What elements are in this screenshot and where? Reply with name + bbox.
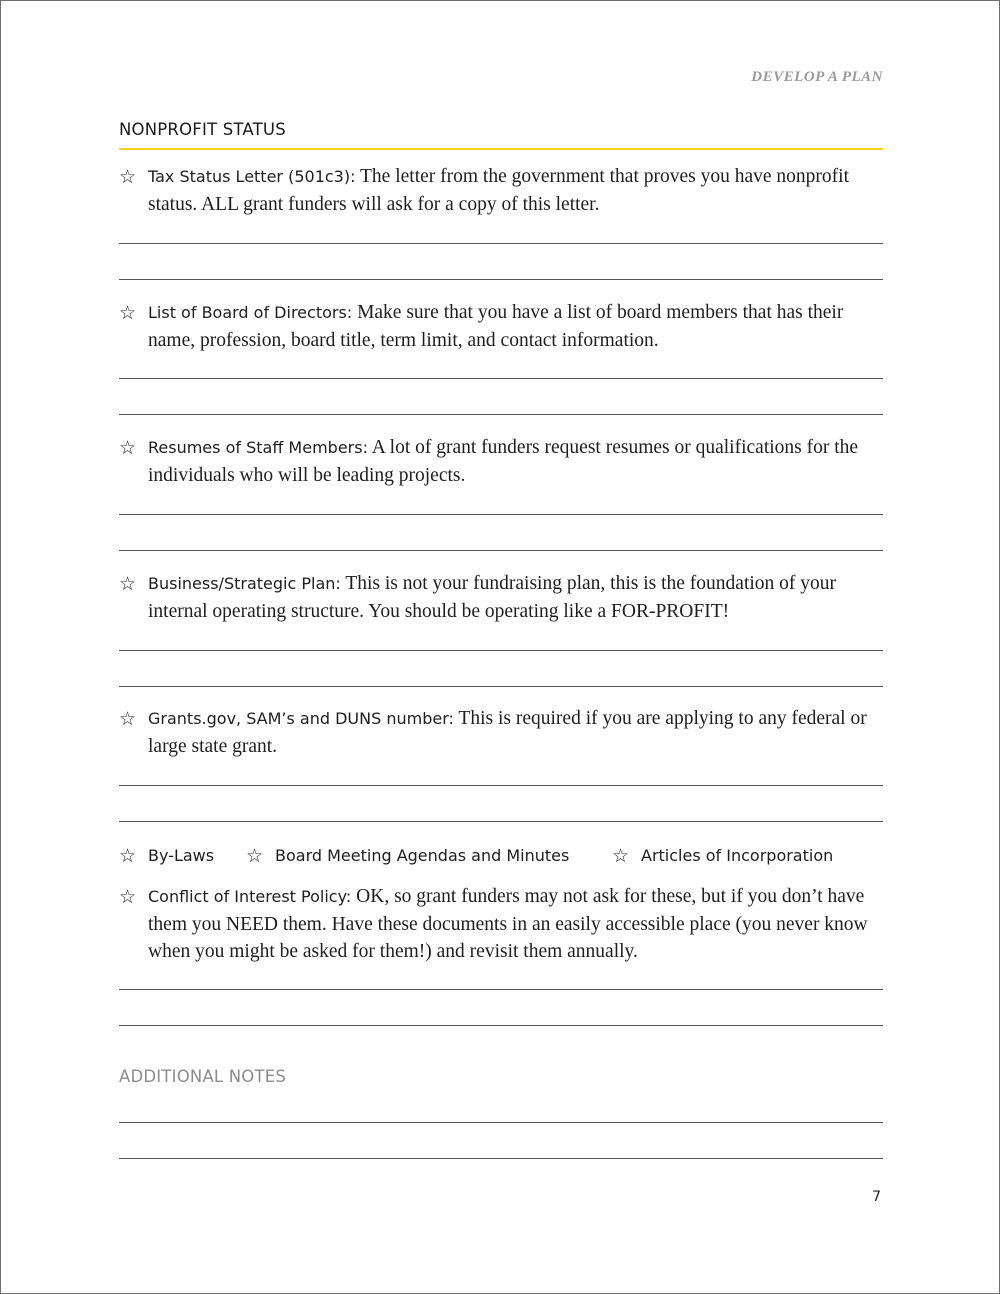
item-text [148,299,883,354]
item-description: The letter from the government that proves you have nonprofit status. ALL grant funders will ask for a copy of this letter. [148,166,849,215]
write-in-line[interactable] [119,378,883,379]
write-in-line[interactable] [119,414,883,415]
notes-line[interactable] [119,1158,883,1159]
write-in-line[interactable] [119,785,883,786]
item-text [148,705,883,760]
checklist-item-board-of-directors [119,299,883,354]
star-icon: ☆ [119,166,137,188]
additional-notes-title: ADDITIONAL NOTES [119,1067,287,1086]
write-in-line[interactable] [119,279,883,280]
item-label: Board Meeting Agendas and Minutes [275,846,570,865]
item-label: By-Laws [148,846,215,865]
write-in-line[interactable] [119,1025,883,1026]
star-icon: ☆ [119,708,137,730]
running-head: DEVELOP A PLAN [751,69,883,85]
star-icon: ☆ [119,886,137,908]
write-in-line[interactable] [119,243,883,244]
checklist-item-staff-resumes [119,434,883,489]
item-label: Grants.gov, SAM’s and DUNS number: [148,709,454,728]
star-icon: ☆ [612,845,630,867]
item-label: Resumes of Staff Members: [148,438,368,457]
item-label: Tax Status Letter (501c3): [148,167,356,186]
item-text [148,163,883,218]
inline-checklist-row [119,842,883,870]
page-number: 7 [872,1189,881,1205]
section-title: NONPROFIT STATUS [119,120,286,139]
checklist-item-conflict-of-interest [119,883,883,966]
write-in-line[interactable] [119,821,883,822]
notes-line[interactable] [119,1122,883,1123]
checklist-item-tax-status [119,163,883,218]
star-icon: ☆ [119,437,137,459]
item-label: Articles of Incorporation [641,846,834,865]
item-text [148,570,883,625]
checklist-item-strategic-plan [119,570,883,625]
write-in-line[interactable] [119,650,883,651]
item-description: OK, so grant funders may not ask for these, but if you don’t have them you NEED them. Have these documents in an easily accessible place (you never know when you might be asked for them!) and revisit them annually. [148,886,868,962]
item-description: This is required if you are applying to any federal or large state grant. [148,708,867,757]
item-description: This is not your fundraising plan, this is the foundation of your internal operating structure. You should be operating like a FOR-PROFIT! [148,573,837,622]
write-in-line[interactable] [119,989,883,990]
item-description: A lot of grant funders request resumes or qualifications for the individuals who will be leading projects. [148,437,859,486]
item-label: List of Board of Directors: [148,303,353,322]
write-in-line[interactable] [119,686,883,687]
item-text [148,883,883,966]
star-icon: ☆ [246,845,264,867]
star-icon: ☆ [119,573,137,595]
checklist-item-grants-gov [119,705,883,760]
item-label: Business/Strategic Plan: [148,574,341,593]
write-in-line[interactable] [119,514,883,515]
item-label: Conflict of Interest Policy: [148,887,352,906]
star-icon: ☆ [119,845,137,867]
star-icon: ☆ [119,302,137,324]
item-text [148,434,883,489]
section-divider [119,148,883,150]
item-description: Make sure that you have a list of board members that has their name, profession, board title, term limit, and contact information. [148,302,844,351]
write-in-line[interactable] [119,550,883,551]
